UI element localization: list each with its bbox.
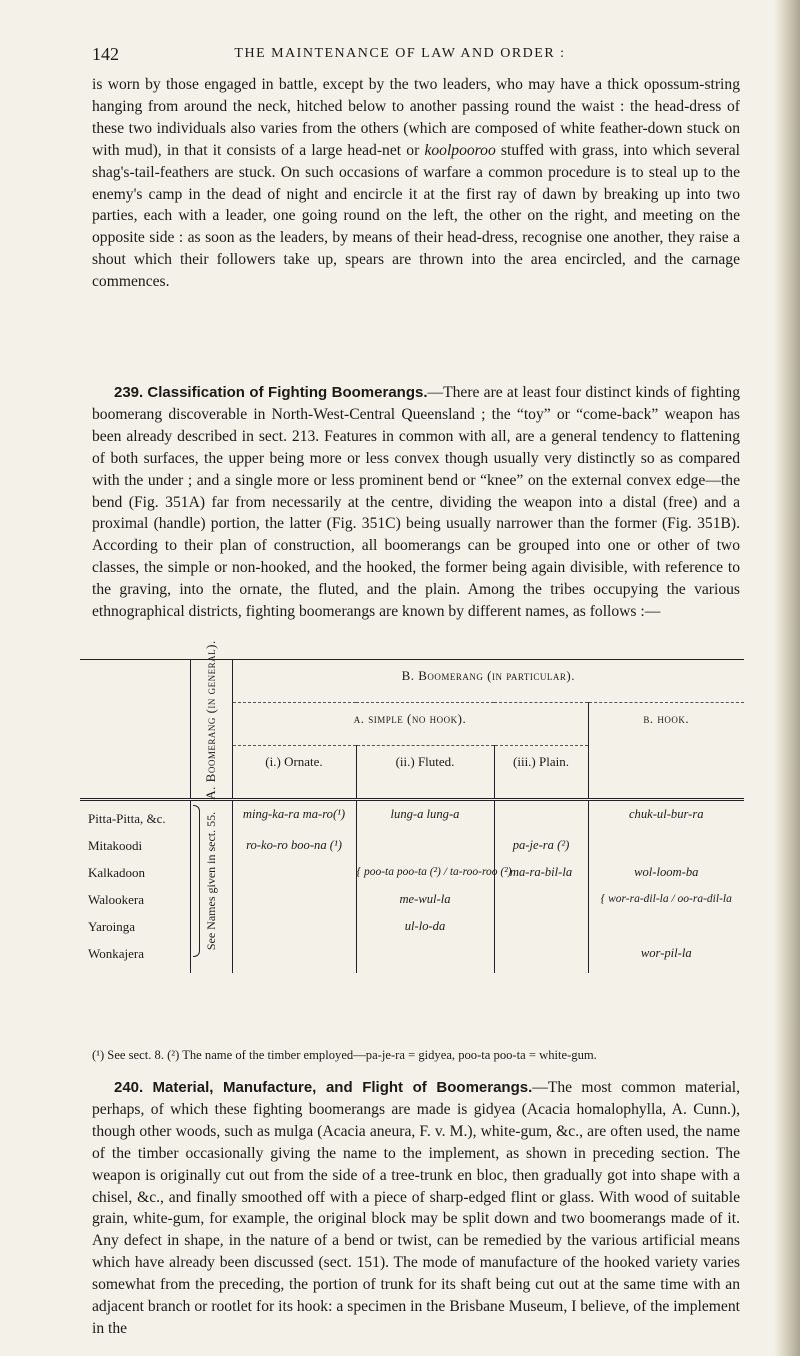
running-head: THE MAINTENANCE OF LAW AND ORDER : — [234, 46, 566, 61]
plain-name — [494, 800, 588, 833]
fluted-name: lung-a lung-a — [356, 800, 494, 833]
tribe-name: Yaroinga — [88, 919, 136, 934]
page-edge-shadow — [774, 0, 800, 1356]
hook-name: wol-loom-ba — [588, 859, 744, 886]
plain-name — [494, 886, 588, 913]
fluted-header: (ii.) Fluted. — [356, 746, 494, 800]
plain-name — [494, 913, 588, 940]
table-row — [80, 913, 744, 940]
hook-name — [588, 832, 744, 859]
col-a-header-text: A. Boomerang (in general). — [203, 640, 218, 800]
plain-name: ma-ra-bil-la — [494, 859, 588, 886]
ornate-name — [232, 940, 356, 973]
boomerang-names-table — [80, 640, 744, 973]
table-row — [80, 940, 744, 973]
section-240-number: 240. — [114, 1079, 144, 1096]
section-239-number: 239. — [114, 384, 144, 401]
brace-icon — [193, 805, 200, 957]
plain-name: pa-je-ra (²) — [494, 832, 588, 859]
col-a-header — [190, 640, 232, 800]
fluted-name — [356, 940, 494, 973]
tribe-name: Mitakoodi — [88, 838, 143, 853]
plain-header: (iii.) Plain. — [494, 746, 588, 800]
fluted-name: { poo-ta poo-ta (²) / ta-roo-roo (²) — [356, 859, 494, 886]
tribe-header-blank — [80, 660, 190, 800]
tribe-name: Walookera — [88, 892, 144, 907]
tribe-name: Wonkajera — [88, 946, 144, 961]
section-239-body: —There are at least four distinct kinds of fighting boomerang discoverable in North-West-Central Queensland ; the “toy” or “come-back” weapon has been already described in sect. 213. Features in common with all, are a general tendency to flattening of both surfaces, the upper being more or less convex though usually very distinctly so as compared with the under ; and a single more or less prominent bend or “knee” on the external convex edge—the bend (Fig. 351A) far from necessarily at the centre, dividing the weapon into a distal (free) and a proximal (handle) portion, the latter (Fig. 351C) being usually narrower than the former (Fig. 351B). According to their plan of construction, all boomerangs can be grouped into one or other of two classes, the simple or non-hooked, and the hooked, the former being again divisible, with reference to the graving, into the ornate, the fluted, and the plain. Among the tribes occupying the various ethnographical districts, fighting boomerangs are known by different names, as follows :— — [92, 384, 740, 621]
see-note-cell — [190, 800, 232, 974]
paragraph-warfare — [92, 74, 740, 293]
fluted-name: me-wul-la — [356, 886, 494, 913]
ornate-name: ming-ka-ra ma-ro(¹) — [232, 800, 356, 833]
footnote: (¹) See sect. 8. (²) The name of the timber employed—pa-je-ra = gidyea, poo-ta poo-ta = white-gum. — [92, 1048, 597, 1062]
ornate-name — [232, 913, 356, 940]
section-240 — [92, 1077, 740, 1340]
hook-name: wor-pil-la — [588, 940, 744, 973]
plain-name — [494, 940, 588, 973]
simple-header: a. simple (no hook). — [232, 703, 588, 746]
tribe-name: Kalkadoon — [88, 865, 146, 880]
table-row — [80, 800, 744, 833]
fluted-name: ul-lo-da — [356, 913, 494, 940]
ornate-header: (i.) Ornate. — [232, 746, 356, 800]
hook-name: chuk-ul-bur-ra — [588, 800, 744, 833]
para1-italic-term: koolpooroo — [424, 141, 496, 159]
ornate-name — [232, 886, 356, 913]
col-b-header: B. Boomerang (in particular). — [232, 660, 744, 703]
section-240-body: —The most common material, perhaps, of which these fighting boomerangs are made is gidyea (Acacia homalophylla, A. Cunn.), though other woods, such as mulga (Acacia aneura, F. v. M.), white-gum, &c., are often used, the name of the timber occasionally giving the name to the implement, as shown in preceding section. The weapon is originally cut out from the side of a tree-trunk en bloc, then gradually got into shape with a chisel, &c., and finally smoothed off with a piece of sharp-edged flint or glass. With wood of suitable grain, white-gum, for example, the original block may be split down and two boomerangs made of it. Any defect in shape, in the nature of a bend or twist, can be remedied by the various artificial means which have already been discussed (sect. 151). The mode of manufacture of the hooked variety varies somewhat from the preceding, the portion of trunk for its shaft being cut out at the same time with an adjacent branch or rootlet for its hook: a specimen in the Brisbane Museum, I believe, of the implement in the — [92, 1079, 740, 1337]
hook-name — [588, 913, 744, 940]
hook-header: b. hook. — [588, 703, 744, 800]
ornate-name: ro-ko-ro boo-na (¹) — [232, 832, 356, 859]
para1-rest: stuffed with grass, into which several shag's-tail-feathers are stuck. On such occasions of warfare a common procedure is to steal up to the enemy's camp in the dead of night and encircle it at the first ray of dawn by breaking up into two parties, each with a leader, one going round on the left, the other on the right, and meeting on the opposite side : as soon as the leaders, by means of their head-dress, recognise one another, they raise a shout which their followers take up, spears are thrown into the area encircled, and the carnage commences. — [92, 141, 740, 291]
section-240-heading: Material, Manufacture, and Flight of Boomerangs. — [152, 1079, 533, 1096]
table-row — [80, 859, 744, 886]
fluted-name — [356, 832, 494, 859]
tribe-name: Pitta-Pitta, &c. — [88, 811, 166, 826]
see-note: See Names given in sect. 55. — [204, 811, 218, 951]
para1-text: is worn by those engaged in battle, except by the two leaders, who may have a thick opossum-string hanging from around the neck, hitched below to another passing round the waist : the head-dress of these two individuals also varies from the others (which are composed of white feather-down stuck on with mud), in that it consists of a large head-net or — [92, 76, 740, 159]
table-row — [80, 886, 744, 913]
hook-name: { wor-ra-dil-la / oo-ra-dil-la — [588, 886, 744, 913]
table-row — [80, 832, 744, 859]
page-number: 142 — [92, 44, 119, 64]
section-239 — [92, 382, 740, 623]
section-239-heading: Classification of Fighting Boomerangs. — [147, 384, 428, 401]
ornate-name — [232, 859, 356, 886]
